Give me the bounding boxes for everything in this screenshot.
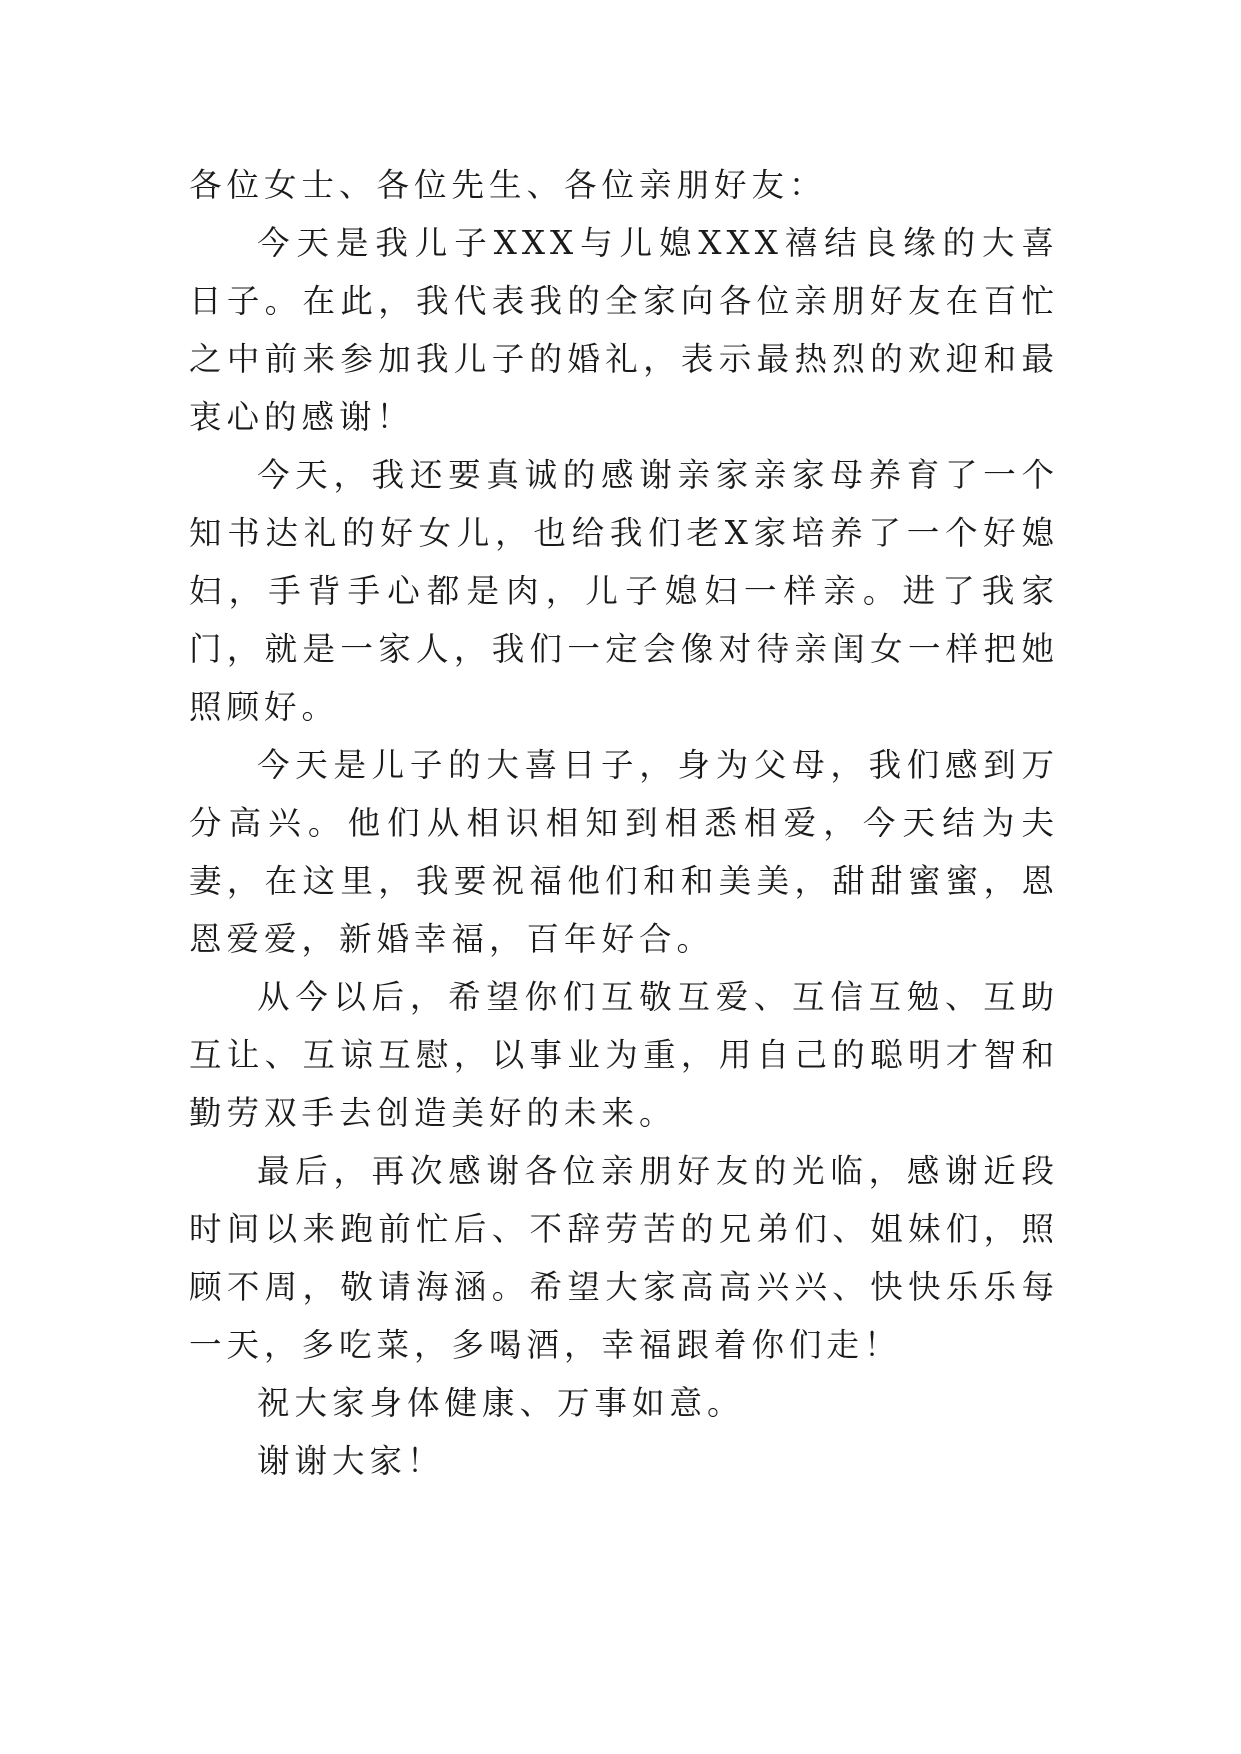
paragraph-blessing: 今天是儿子的大喜日子，身为父母，我们感到万分高兴。他们从相识相知到相悉相爱，今天结为夫妻，在这里，我要祝福他们和和美美，甜甜蜜蜜，恩恩爱爱，新婚幸福，百年好合。 bbox=[189, 746, 1059, 958]
paragraph-welcome: 今天是我儿子XXX与儿媳XXX禧结良缘的大喜日子。在此，我代表我的全家向各位亲朋好友在百忙之中前来参加我儿子的婚礼，表示最热烈的欢迎和最衷心的感谢！ bbox=[189, 224, 1059, 436]
paragraph-closing-thanks: 最后，再次感谢各位亲朋好友的光临，感谢近段时间以来跑前忙后、不辞劳苦的兄弟们、姐妹们，照顾不周，敬请海涵。希望大家高高兴兴、快快乐乐每一天，多吃菜，多喝酒，幸福跟着你们走！ bbox=[189, 1152, 1059, 1364]
salutation: 各位女士、各位先生、各位亲朋好友： bbox=[189, 166, 827, 204]
paragraph-thank-you: 谢谢大家！ bbox=[257, 1442, 445, 1480]
paragraph-thanks-in-laws: 今天，我还要真诚的感谢亲家亲家母养育了一个知书达礼的好女儿，也给我们老X家培养了一个好媳妇，手背手心都是肉，儿子媳妇一样亲。进了我家门，就是一家人，我们一定会像对待亲闺女一样把她照顾好。 bbox=[189, 456, 1059, 726]
paragraph-wishes: 祝大家身体健康、万事如意。 bbox=[257, 1384, 745, 1422]
speech-body bbox=[189, 156, 1059, 1490]
paragraph-hopes: 从今以后，希望你们互敬互爱、互信互勉、互助互让、互谅互慰，以事业为重，用自己的聪明才智和勤劳双手去创造美好的未来。 bbox=[189, 978, 1059, 1132]
